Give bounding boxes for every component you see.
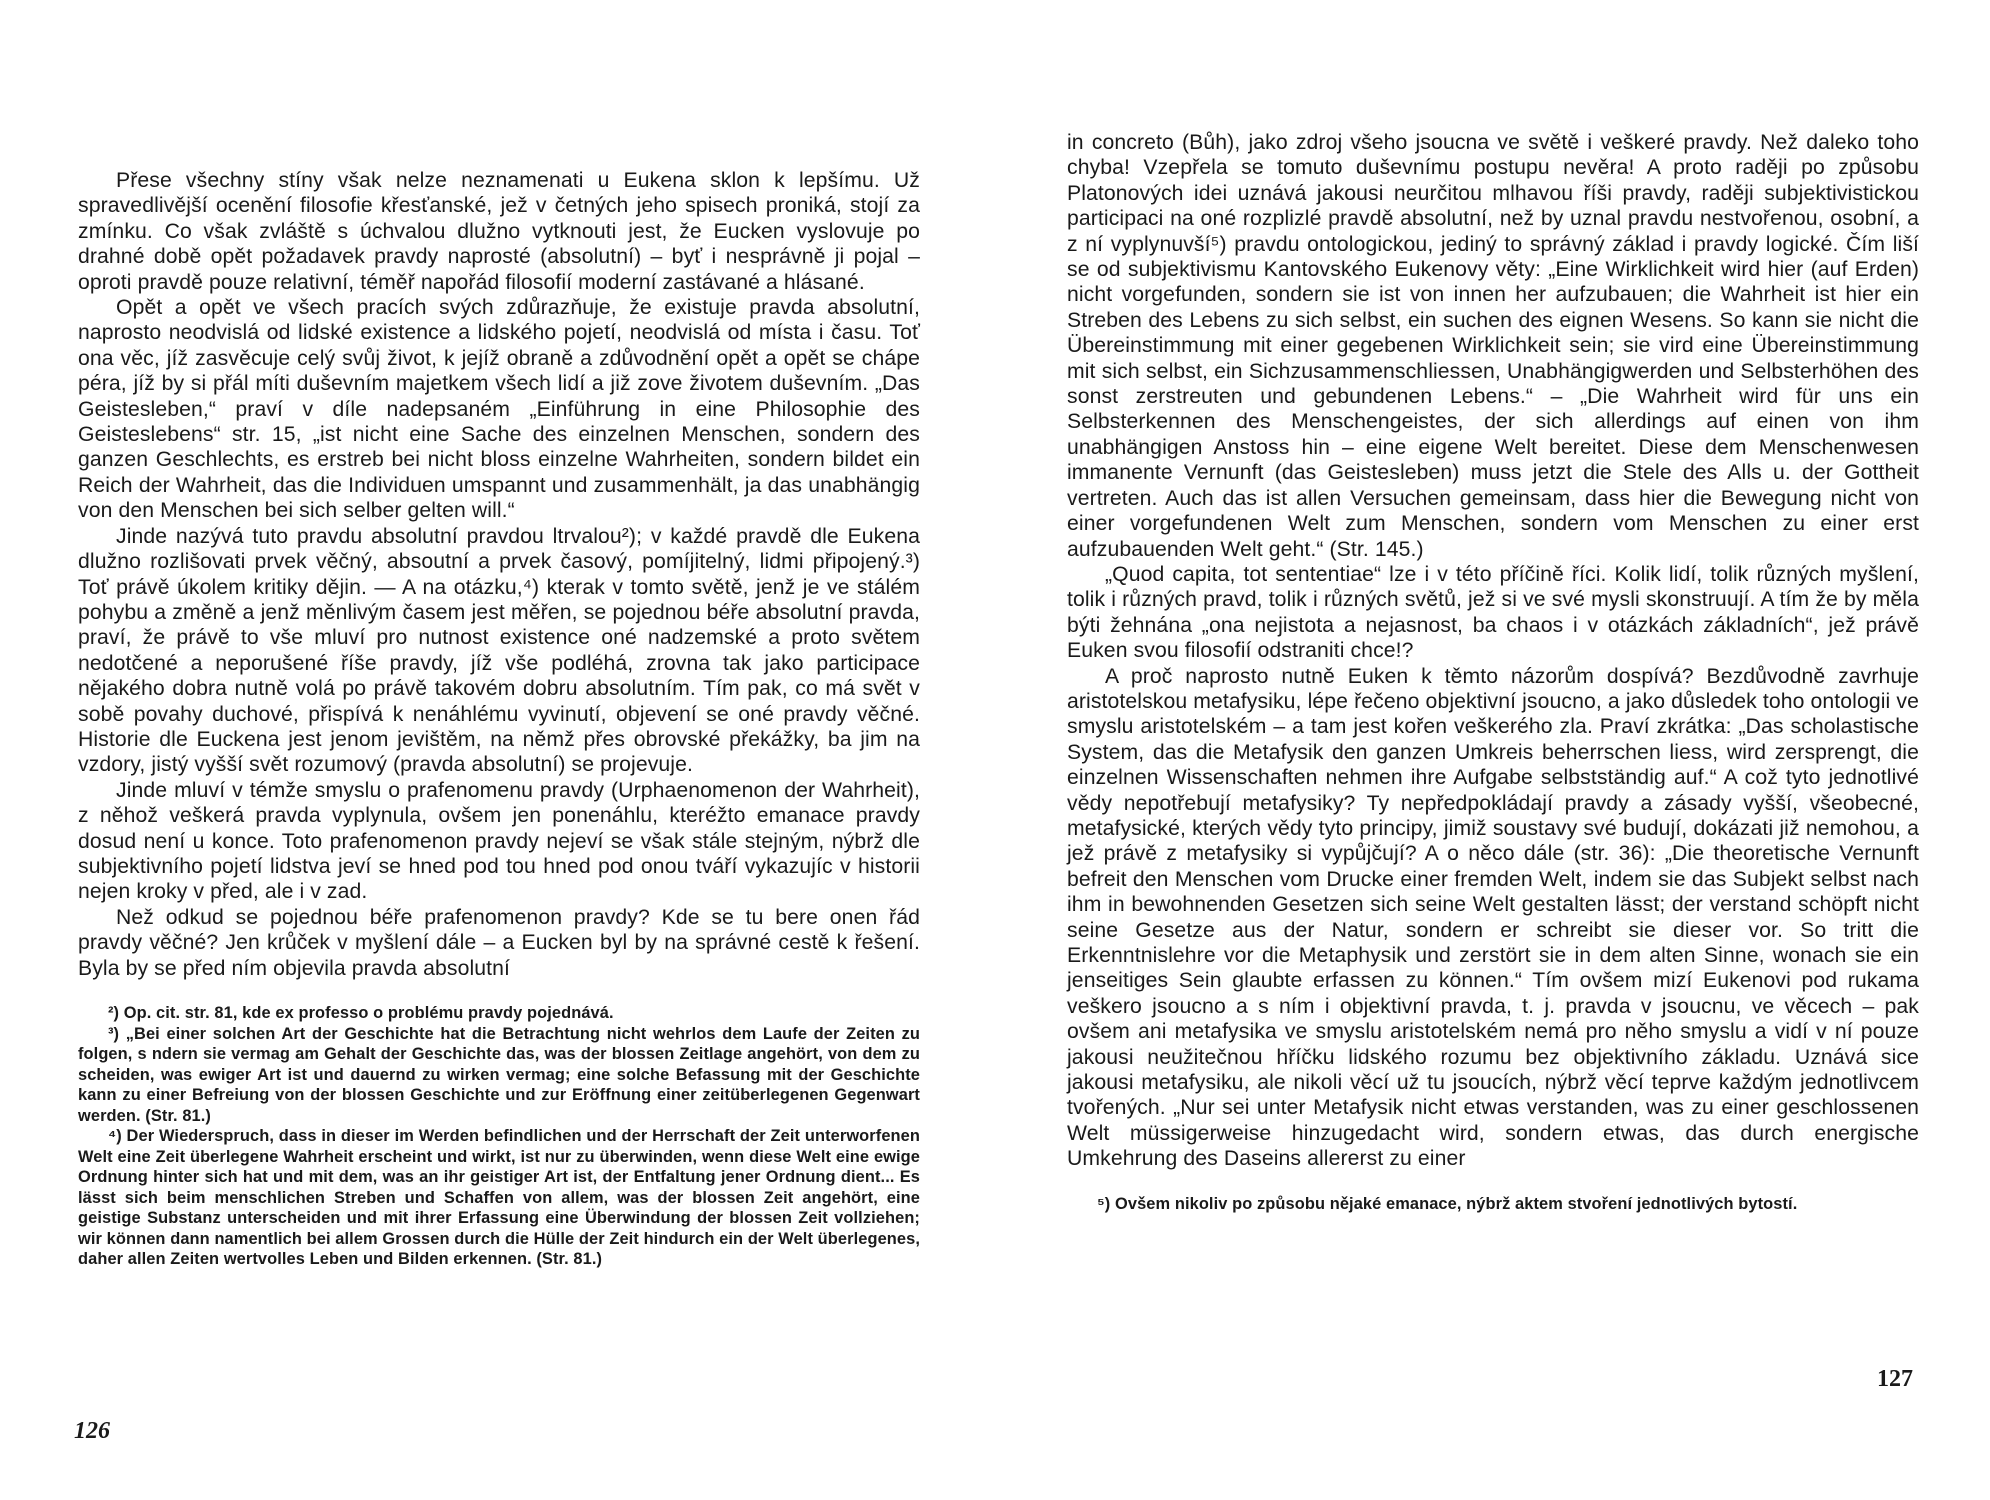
footnotes (78, 1003, 920, 1270)
paragraph: Opět a opět ve všech pracích svých zdůrazňuje, že existuje pravda absolutní, naprosto neodvislá od lidské existence a lidského pojetí, neodvislá od místa i času. Toť ona věc, jíž zasvěcuje celý svůj život, k jejíž obraně a zdůvodnění opět a opět se chápe péra, jíž by si přál míti duševním majetkem všech lidí a již zove životem duševním. „Das Geistesleben,“ praví v díle nadepsaném „Einführung in eine Philosophie des Geisteslebens“ str. 15, „ist nicht eine Sache des einzelnen Menschen, sondern des ganzen Geschlechts, es erstreb bei nicht bloss einzelne Wahrheiten, sondern bildet ein Reich der Wahrheit, das die Individuen umspannt und zusammenhält, ja das unabhängig von den Menschen bei sich selber gelten will.“ (78, 296, 920, 523)
footnote: ³) „Bei einer solchen Art der Geschichte hat die Betrachtung nicht wehrlos dem Laufe der Zeiten zu folgen, s ndern sie vermag am Gehalt der Geschichte das, was der blossen Zeitlage angehört, von dem zu scheiden, was ewiger Art ist und dauernd zu wirken vermag; eine solche Befassung mit der Geschichte kann zu einer Befreiung von der blossen Geschichte und zur Eröffnung einer zeitüberlegenen Gegenwart werden. (Str. 81.) (78, 1024, 920, 1125)
left-text-column (78, 168, 920, 1270)
right-text-column (1067, 130, 1919, 1214)
paragraph: Jinde mluví v témže smyslu o prafenomenu pravdy (Urphaenomenon der Wahrheit), z něhož veškerá pravda vyplynula, ovšem jen ponenáhlu, kteréžto emanace pravdy dosud není u konce. Toto prafenomenon pravdy nejeví se však stále stejným, nýbrž dle subjektivního pojetí lidstva jeví se hned pod tou hned pod onou tváří vykazujíc v historii nejen kroky v před, ale i v zad. (78, 778, 920, 904)
paragraph: in concreto (Bůh), jako zdroj všeho jsoucna ve světě i veškeré pravdy. Než daleko toho chyba! Vzepřela se tomuto duševnímu postupu nevěra! A proto raději po způsobu Platonových idei uznává jakousi neurčitou mlhavou říši pravdy, raději subjektivistickou participaci na oné rozplizlé pravdě absolutní, než by uznal pravdu nestvořenou, osobní, a z ní vyplynuvší⁵) pravdu ontologickou, jediný to správný základ i pravdy logické. Čím liší se od subjektivismu Kantovského Eukenovy věty: „Eine Wirklichkeit wird hier (auf Erden) nicht vorgefunden, sondern sie ist von innen her aufzubauen; die Wahrheit ist hier ein Streben des Lebens zu sich selbst, ein suchen des eignen Wesens. So kann sie nicht die Übereinstimmung mit einer gegebenen Wirklichkeit sein; sie vird eine Übereinstimmung mit sich selbst, ein Sichzusammenschliessen, Unabhängigwerden und Selbsterhöhen des sonst zerstreuten und gebundenen Lebens.“ – „Die Wahrheit wird für uns ein Selbsterkennen des Menschengeistes, der sich allerdings auf einen von ihm unabhängigen Anstoss hin – eine eigene Welt bereitet. Diese dem Menschenwesen immanente Vernunft (das Geistesleben) muss jetzt die Stele des Alls u. der Gottheit vertreten. Auch das ist allen Versuchen gemeinsam, dass hier die Bewegung nicht von einer vorgefundenen Welt zum Menschen, sondern vom Menschen zu einer erst aufzubauenden Welt geht.“ (Str. 145.) (1067, 131, 1919, 561)
page-number: 126 (74, 1418, 110, 1444)
page-number: 127 (1877, 1366, 1913, 1392)
footnotes (1067, 1194, 1919, 1215)
paragraph: Přese všechny stíny však nelze neznamenati u Eukena sklon k lepšímu. Už spravedlivější ocenění filosofie křesťanské, jež v četných jeho spisech proniká, stojí za zmínku. Co však zvláště s úchvalou dlužno vytknouti jest, že Eucken vyslovuje po drahné době opět požadavek pravdy naprosté (absolutní) – byť i nesprávně ji pojal – oproti pravdě pouze relativní, téměř napořád filosofií moderní zastávané a hlásané. (78, 169, 920, 294)
right-page (995, 0, 1990, 1500)
footnote: ²) Op. cit. str. 81, kde ex professo o problému pravdy pojednává. (108, 1004, 614, 1022)
paragraph: Než odkud se pojednou béře prafenomenon pravdy? Kde se tu bere onen řád pravdy věčné? Jen krůček v myšlení dále – a Eucken byl by na správné cestě k řešení. Byla by se před ním objevila pravda absolutní (78, 905, 920, 980)
footnote: ⁵) Ovšem nikoliv po způsobu nějaké emanace, nýbrž aktem stvoření jednotlivých bytostí. (1097, 1194, 1798, 1213)
footnote: ⁴) Der Wiederspruch, dass in dieser im Werden befindlichen und der Herrschaft der Zeit unterworfenen Welt eine Zeit überlegene Wahrheit erscheint und wirkt, ist nur zu überwinden, wenn diese Welt eine ewige Ordnung hinter sich hat und mit dem, was an ihr geistiger Art ist, der Entfaltung jener Ordnung dient... Es lässt sich beim menschlichen Streben und Schaffen von allem, was der blossen Zeit angehört, eine geistige Substanz unterscheiden und mit ihrer Erfassung eine Überwindung der blossen Zeit vollziehen; wir können dann namentlich bei allem Grossen durch die Hülle der Zeit hindurch ein der Welt überlegenes, daher allen Zeiten wertvolles Leben und Bilden erkennen. (Str. 81.) (78, 1127, 920, 1268)
paragraph: A proč naprosto nutně Euken k těmto názorům dospívá? Bezdůvodně zavrhuje aristotelskou metafysiku, lépe řečeno objektivní jsoucno, a jako důsledek toho ontologii ve smyslu aristotelském – a tam jest kořen veškerého zla. Praví zkrátka: „Das scholastische System, das die Metafysik den ganzen Umkreis beherrschen liess, wird zersprengt, die einzelnen Wissenschaften nehmen ihre Aufgabe selbstständig auf.“ A což tyto jednotlivé vědy nepotřebují metafysiky? Ty nepředpokládají pravdy a zásady vyšší, všeobecné, metafysické, kterých vědy tyto principy, jimiž soustavy své budují, dokázati již nemohou, a jež právě z metafysiky si vypůjčují? A o něco dále (str. 36): „Die theoretische Vernunft befreit den Menschen vom Drucke einer fremden Welt, indem sie das Subjekt selbst nach ihm in bewohnenden Gesetzen sich seine Welt gestalten lässt; der verstand schöpft nicht seine Gesetze aus der Natur, sondern er schreibt sie dieser vor. So tritt die Erkenntnislehre vor die Metaphysik und zerstört sie in dem alten Sinne, wonach sie ein jenseitiges Sein glaubte erfassen zu können.“ Tím ovšem mizí Eukenovi pod rukama veškero jsoucno a s ním i objektivní pravda, t. j. pravda v jsoucnu, ve věcech – pak ovšem ani metafysika ve smyslu aristotelském nemá pro něho smyslu a vidí v ní pouze jakousi neužitečnou hříčku lidského rozumu bez objektivního základu. Uznává sice jakousi metafysiku, ale nikoli věcí už tu jsoucích, nýbrž věcí teprve každým jednotlivcem tvořených. „Nur sei unter Metafysik nicht etwas verstanden, was zu einer geschlossenen Welt müssigerweise hinzugedacht wird, sondern etwas, das durch energische Umkehrung des Daseins allererst zu einer (1067, 664, 1919, 1171)
paragraph: Jinde nazývá tuto pravdu absolutní pravdou ltrvalou²); v každé pravdě dle Eukena dlužno rozlišovati prvek věčný, absoutní a prvek časový, pomíjitelný, lidmi připojený.³) Toť právě úkolem kritiky dějin. — A na otázku,⁴) kterak v tomto světě, jenž je ve stálém pohybu a změně a jenž měnlivým časem jest měřen, se pojednou béře absolutní pravda, praví, že právě to vše mluví pro nutnost existence oné nadzemské a proto světem nedotčené a neporušené říše pravdy, jíž vše podléhá, zrovna tak jako participace nějakého dobra nutně volá po právě takovém dobru absolutním. Tím pak, co má svět v sobě povahy duchové, přispívá k nenáhlému vyvinutí, objevení se oné pravdy věčné. Historie dle Euckena jest jenom jevištěm, na němž přes obrovské překážky, ba jim na vzdory, jistý vyšší svět rozumový (pravda absolutní) se projevuje. (78, 524, 920, 777)
paragraph: „Quod capita, tot sententiae“ lze i v této příčině říci. Kolik lidí, tolik různých myšlení, tolik i různých pravd, tolik i různých světů, jež si ve své mysli skonstruují. A tím že by měla býti žehnána „ona nejistota a nejasnost, ba chaos i v otázkách základních“, jež právě Euken svou filosofií odstraniti chce!? (1067, 562, 1919, 663)
